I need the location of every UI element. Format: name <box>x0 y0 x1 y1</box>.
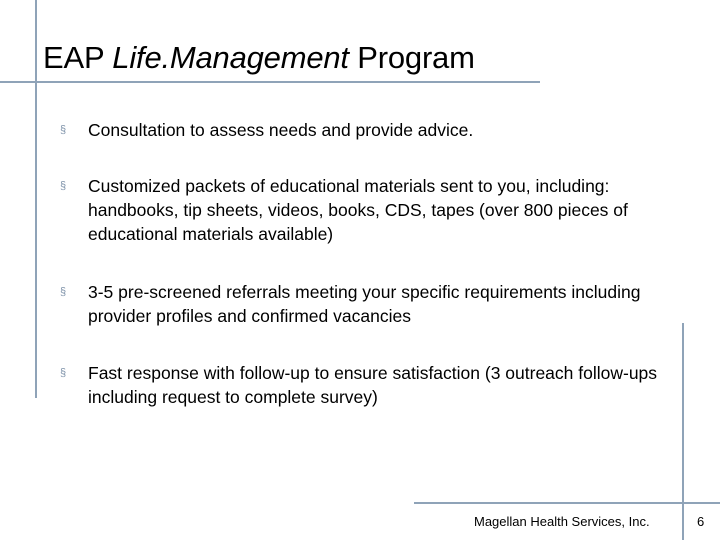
bullet-item <box>60 361 668 409</box>
bullet-item <box>60 174 670 246</box>
footer-top-rule <box>414 502 720 504</box>
footer-vertical-rule <box>682 323 684 540</box>
title-prefix: EAP <box>43 40 113 75</box>
slide-title <box>43 40 475 76</box>
title-suffix: Program <box>348 40 475 75</box>
footer-company: Magellan Health Services, Inc. <box>474 514 650 529</box>
bullet-marker-icon: § <box>60 124 67 136</box>
title-vertical-rule <box>35 0 37 398</box>
bullet-item <box>60 118 473 142</box>
bullet-item <box>60 280 668 328</box>
bullet-marker-icon: § <box>60 286 67 298</box>
bullet-text: Fast response with follow-up to ensure satisfaction (3 outreach follow-ups including request to complete survey) <box>88 363 658 407</box>
bullet-text: Consultation to assess needs and provide advice. <box>88 120 474 140</box>
bullet-text: 3-5 pre-screened referrals meeting your specific requirements including provider profiles and confirmed vacancies <box>88 282 641 326</box>
title-underline-rule <box>0 81 540 83</box>
page-number: 6 <box>697 514 705 529</box>
bullet-marker-icon: § <box>60 367 67 379</box>
bullet-marker-icon: § <box>60 180 67 192</box>
bullet-text: Customized packets of educational materials sent to you, including: handbooks, tip sheets, videos, books, CDS, tapes (over 800 pieces of educational materials available) <box>88 176 628 244</box>
title-italic: Life.Management <box>112 40 349 75</box>
